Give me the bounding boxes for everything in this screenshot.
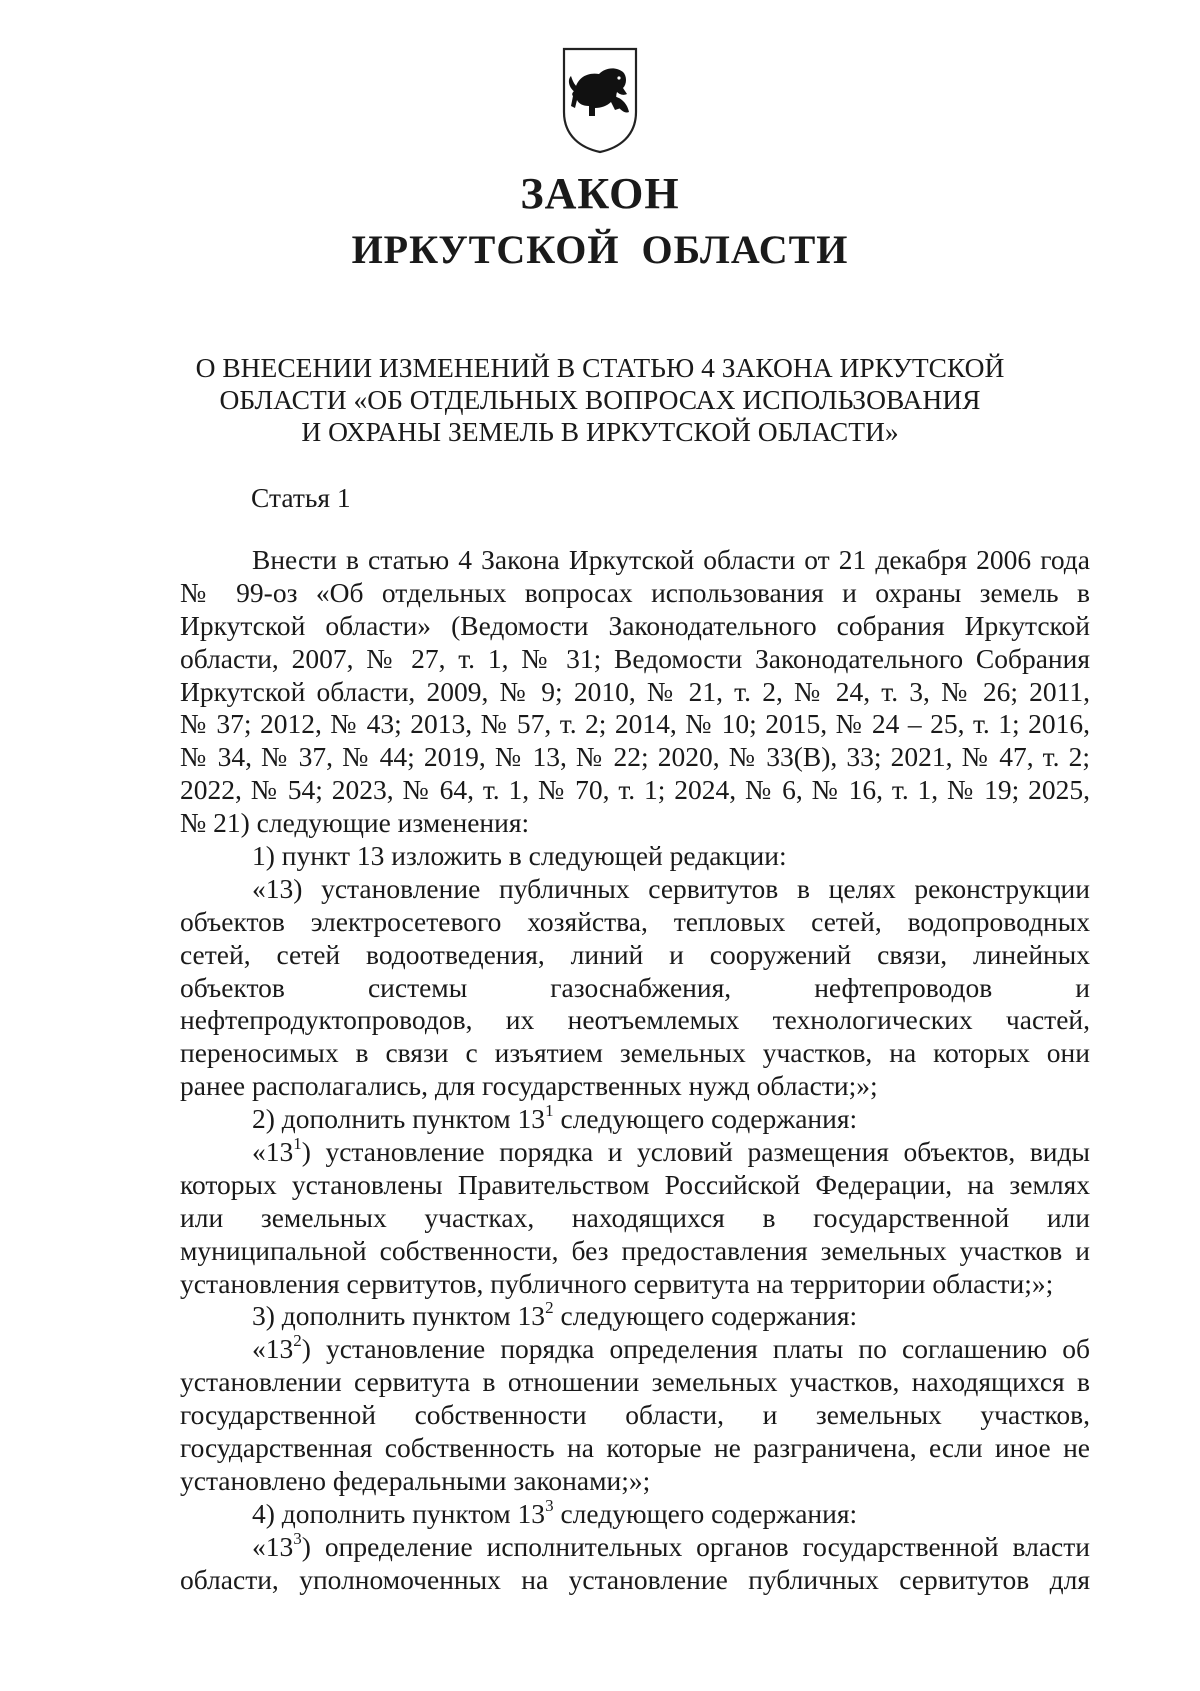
- text-line: Иркутской области» (Ведомости Законодательного собрания Иркутской: [180, 609, 1090, 641]
- text-line: государственная собственность на которые не разграничена, если иное не: [180, 1432, 1090, 1464]
- superscript: 1: [545, 1100, 554, 1120]
- text-line: [180, 1528, 1090, 1564]
- item-heading: [180, 1300, 1090, 1333]
- item-heading-text: 3) дополнить пунктом 13: [252, 1300, 546, 1332]
- text-line: установления сервитутов, публичного сервитута на территории области;»;: [180, 1267, 1054, 1299]
- subject-line: И ОХРАНЫ ЗЕМЕЛЬ В ИРКУТСКОЙ ОБЛАСТИ»: [301, 416, 899, 447]
- article-heading: Статья 1: [251, 482, 351, 513]
- item-heading: [180, 1100, 1090, 1136]
- item-heading-text: 2) дополнить пунктом 13: [252, 1103, 546, 1135]
- item-heading: [180, 1495, 1090, 1531]
- text-line: нефтепродуктопроводов, их неотъемлемых технологических частей,: [180, 1004, 1090, 1036]
- superscript: 1: [293, 1133, 302, 1153]
- item-heading: 1) пункт 13 изложить в следующей редакции:: [252, 840, 787, 872]
- law-subject: [150, 352, 1050, 448]
- law-title: ЗАКОН: [520, 169, 680, 218]
- superscript: 3: [545, 1495, 554, 1515]
- superscript: 3: [293, 1528, 302, 1548]
- text-fragment: «13: [252, 1333, 294, 1365]
- text-line: «13) установление публичных сервитутов в целях реконструкции: [252, 872, 1090, 904]
- text-line: установлено федеральными законами;»;: [180, 1464, 651, 1496]
- text-line: ранее располагались, для государственных нужд области;»;: [180, 1070, 878, 1102]
- text-line: Внести в статью 4 Закона Иркутской области от 21 декабря 2006 года: [252, 544, 1090, 575]
- text-line: объектов системы газоснабжения, нефтепроводов и: [180, 971, 1090, 1003]
- text-line: области, 2007, № 27, т. 1, № 31; Ведомости Законодательного Собрания: [180, 642, 1090, 674]
- text-line: № 21) следующие изменения:: [180, 807, 530, 839]
- text-line: которых установлены Правительством Российской Федерации, на землях: [180, 1168, 1090, 1200]
- region-label-1: ИРКУТСКОЙ: [351, 227, 620, 272]
- item-heading-text: 4) дополнить пунктом 13: [252, 1497, 546, 1529]
- subject-line: ОБЛАСТИ «ОБ ОТДЕЛЬНЫХ ВОПРОСАХ ИСПОЛЬЗОВАНИЯ: [219, 384, 981, 415]
- text-fragment: «13: [252, 1530, 294, 1562]
- text-line: или земельных участках, находящихся в государственной или: [180, 1201, 1090, 1233]
- text-line: № 34, № 37, № 44; 2019, № 13, № 22; 2020, № 33(В), 33; 2021, № 47, т. 2;: [180, 741, 1090, 773]
- text-fragment: ) установление порядка определения платы по соглашению об: [301, 1333, 1090, 1365]
- text-line: 2022, № 54; 2023, № 64, т. 1, № 70, т. 1; 2024, № 6, № 16, т. 1, № 19; 2025,: [180, 774, 1090, 806]
- region-label-2: ОБЛАСТИ: [641, 227, 849, 272]
- item-heading-text: следующего содержания:: [553, 1497, 858, 1529]
- item-heading-text: следующего содержания:: [553, 1300, 858, 1332]
- text-line: № 37; 2012, № 43; 2013, № 57, т. 2; 2014, № 10; 2015, № 24 – 25, т. 1; 2016,: [180, 708, 1090, 740]
- text-line: объектов электросетевого хозяйства, тепловых сетей, водопроводных: [180, 905, 1090, 937]
- text-line: [180, 1333, 1090, 1366]
- text-line: № 99-оз «Об отдельных вопросах использования и охраны земель в: [180, 576, 1090, 608]
- text-line: сетей, сетей водоотведения, линий и сооружений связи, линейных: [180, 938, 1090, 970]
- article-body: [180, 544, 1090, 1597]
- superscript: 2: [545, 1298, 554, 1318]
- irkutsk-babr-coat-of-arms-icon: [561, 46, 639, 154]
- text-line: [180, 1133, 1090, 1169]
- superscript: 2: [293, 1331, 302, 1351]
- text-fragment: «13: [252, 1136, 294, 1168]
- text-line: муниципальной собственности, без предоставления земельных участков и: [180, 1234, 1090, 1266]
- law-region-title: [0, 226, 1200, 273]
- item-heading-text: следующего содержания:: [553, 1103, 858, 1135]
- text-fragment: ) установление порядка и условий размещения объектов, виды: [301, 1136, 1090, 1168]
- text-line: установлении сервитута в отношении земельных участков, находящихся в: [180, 1366, 1090, 1398]
- text-line: государственной собственности области, и земельных участков,: [180, 1399, 1090, 1431]
- text-fragment: ) определение исполнительных органов государственной власти: [301, 1530, 1090, 1562]
- text-line: переносимых в связи с изъятием земельных участков, на которых они: [180, 1037, 1090, 1069]
- text-line: Иркутской области, 2009, № 9; 2010, № 21, т. 2, № 24, т. 3, № 26; 2011,: [180, 675, 1090, 707]
- subject-line: О ВНЕСЕНИИ ИЗМЕНЕНИЙ В СТАТЬЮ 4 ЗАКОНА ИРКУТСКОЙ: [195, 352, 1005, 383]
- text-line: области, уполномоченных на установление публичных сервитутов для: [180, 1563, 1090, 1595]
